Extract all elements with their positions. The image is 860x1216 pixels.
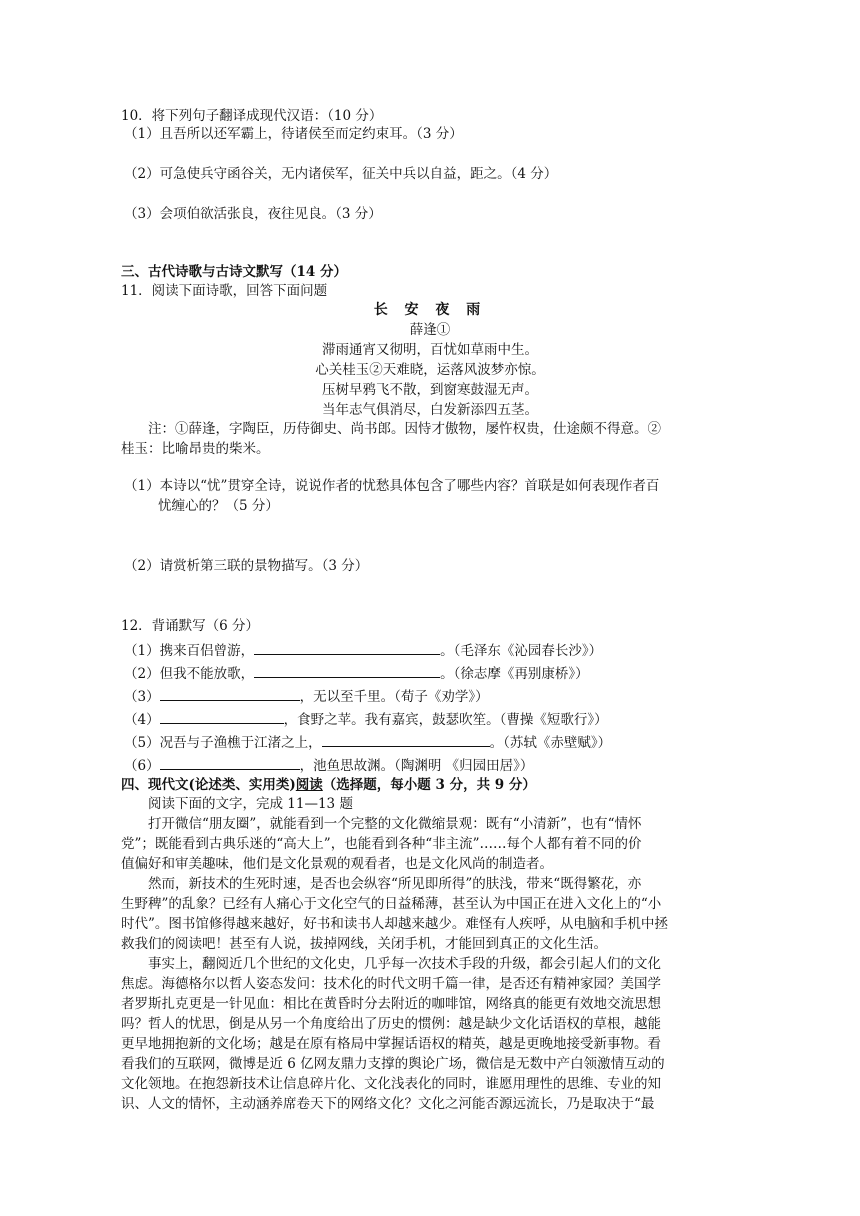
poem-title: 长 安 夜 雨 xyxy=(373,302,487,318)
q12-item-5-pre: （5）况吾与子渔樵于江渚之上， xyxy=(124,735,322,751)
passage-line: 者罗斯扎克更是一针见血：相比在黄昏时分去附近的咖啡馆，网络真的能更有效地交流思想 xyxy=(121,996,661,1012)
passage-line: 打开微信“朋友圈”，就能看到一个完整的文化微缩景观：既有“小清新”，也有“情怀 xyxy=(148,816,642,832)
q12-item-2-post: 。（徐志摩《再别康桥》） xyxy=(440,666,589,682)
passage-line: 生野稗”的乱象？已经有人痛心于文化空气的日益稀薄，甚至认为中国正在进入文化上的“小 xyxy=(121,896,662,912)
q10-item-2: （2）可急使兵守函谷关，无内诸侯军，征关中兵以自益，距之。（4 分） xyxy=(124,166,558,182)
q12-item-3-post: ，无以至千里。（荀子《劝学》） xyxy=(299,689,489,705)
q12-item-4-pre: （4） xyxy=(124,712,160,728)
passage-line: 时代”。图书馆修得越来越好，好书和读书人却越来越少。难怪有人疾呼，从电脑和手机中拯 xyxy=(121,916,668,932)
passage-line: 更早地拥抱新的文化场；越是在原有格局中掌握话语权的精英，越是更晚地接受新事物。看 xyxy=(121,1036,661,1052)
q12-item-2-pre: （2）但我不能放歌， xyxy=(124,666,255,682)
section3-heading: 三、古代诗歌与古诗文默写（14 分） xyxy=(121,264,347,280)
poem-author: 薛逢① xyxy=(409,322,451,338)
q12-item-4-post: ，食野之苹。我有嘉宾，鼓瑟吹笙。（曹操《短歌行》） xyxy=(283,712,608,728)
poem-line-2: 心关桂玉②天难晓，运落风波梦亦惊。 xyxy=(315,362,545,378)
passage-line: 焦虑。海德格尔以哲人姿态发问：技术化的时代文明千篇一律，是否还有精神家园？美国学 xyxy=(121,976,661,992)
poem-line-1: 滞雨通宵又彻明，百忧如草雨中生。 xyxy=(322,342,538,358)
q12-item-4-blank[interactable] xyxy=(160,708,284,724)
q12-item-6-blank[interactable] xyxy=(160,754,300,770)
passage-line: 文化领地。在抱怨新技术让信息碎片化、文化浅表化的同时，谁愿用理性的思维、专业的知 xyxy=(121,1076,661,1092)
section4-heading-b: 阅读 xyxy=(295,777,323,793)
q11-1-line-2: 忧缠心的？（5 分） xyxy=(158,498,279,514)
q12-item-3 xyxy=(124,685,489,707)
section4-heading-c: （选择题，每小题 3 分，共 9 分） xyxy=(322,777,536,793)
passage-line: 值偏好和审美趣味，他们是文化景观的观看者，也是文化风尚的制造者。 xyxy=(121,856,553,872)
q12-item-6-pre: （6） xyxy=(124,758,160,774)
section4-heading-a: 四、现代文(论述类、实用类) xyxy=(121,777,296,793)
q11-1-line-1: （1）本诗以“忧”贯穿全诗，说说作者的忧愁具体包含了哪些内容？首联是如何表现作者百 xyxy=(124,478,660,494)
q12-item-6-post: ，池鱼思故渊。（陶渊明 《归园田居》） xyxy=(299,758,534,774)
q11-2: （2）请赏析第三联的景物描写。（3 分） xyxy=(124,558,369,574)
passage-line: 救我们的阅读吧！甚至有人说，拔掉网线，关闭手机，才能回到真正的文化生活。 xyxy=(121,936,607,952)
q12-item-5-post: 。（苏轼《赤壁赋》） xyxy=(489,735,612,751)
passage-line: 事实上，翻阅近几个世纪的文化史，几乎每一次技术手段的升级，都会引起人们的文化 xyxy=(148,956,661,972)
poem-line-3: 压树早鸦飞不散，到窗寒鼓湿无声。 xyxy=(322,382,538,398)
q10-item-3: （3）会项伯欲活张良，夜往见良。（3 分） xyxy=(124,206,382,222)
q12-item-3-blank[interactable] xyxy=(160,685,300,701)
q12-item-2 xyxy=(124,662,589,684)
q12-item-3-pre: （3） xyxy=(124,689,160,705)
q12-item-1-post: 。（毛泽东《沁园春长沙》） xyxy=(440,643,603,659)
section4-intro: 阅读下面的文字，完成 11—13 题 xyxy=(148,796,353,812)
q12-item-1 xyxy=(124,639,602,661)
passage-line: 吗？哲人的忧思，倒是从另一个角度给出了历史的惯例：越是缺少文化话语权的草根，越能 xyxy=(121,1016,661,1032)
q12-item-6 xyxy=(124,754,533,776)
q12-item-1-blank[interactable] xyxy=(254,639,440,655)
poem-note-line-2: 桂玉：比喻昂贵的柴米。 xyxy=(121,441,270,457)
passage-line: 识、人文的情怀，主动涵养席卷天下的网络文化？文化之河能否源远流长，乃是取决于“最 xyxy=(121,1096,655,1112)
q12-item-1-pre: （1）携来百侣曾游， xyxy=(124,643,255,659)
section4-heading xyxy=(121,775,536,795)
passage-line: 看我们的互联网，微博是近 6 亿网友鼎力支撑的舆论广场，微信是无数中产白领激情互动的 xyxy=(121,1056,665,1072)
poem-note-line-1: 注：①薛逢，字陶臣，历侍御史、尚书郎。因恃才傲物，屡忤权贵，仕途颇不得意。② xyxy=(148,421,661,437)
q12-item-4 xyxy=(124,708,608,730)
q10-item-1: （1）且吾所以还军霸上，待诸侯至而定约束耳。（3 分） xyxy=(124,126,463,142)
q12-item-5-blank[interactable] xyxy=(322,731,490,747)
q12-item-5 xyxy=(124,731,611,753)
q10-title: 10．将下列句子翻译成现代汉语：（10 分） xyxy=(121,108,383,124)
passage-line: 党”；既能看到古典乐迷的“高大上”，也能看到各种“非主流”……每个人都有着不同的价 xyxy=(121,836,642,852)
q12-title: 12．背诵默写（6 分） xyxy=(121,618,260,634)
q12-item-2-blank[interactable] xyxy=(254,662,440,678)
passage-line: 然而，新技术的生死时速，是否也会纵容“所见即所得”的肤浅，带来“既得繁花，亦 xyxy=(148,876,642,892)
poem-line-4: 当年志气俱消尽，白发新添四五茎。 xyxy=(322,402,538,418)
q11-intro: 11．阅读下面诗歌，回答下面问题 xyxy=(121,283,328,299)
